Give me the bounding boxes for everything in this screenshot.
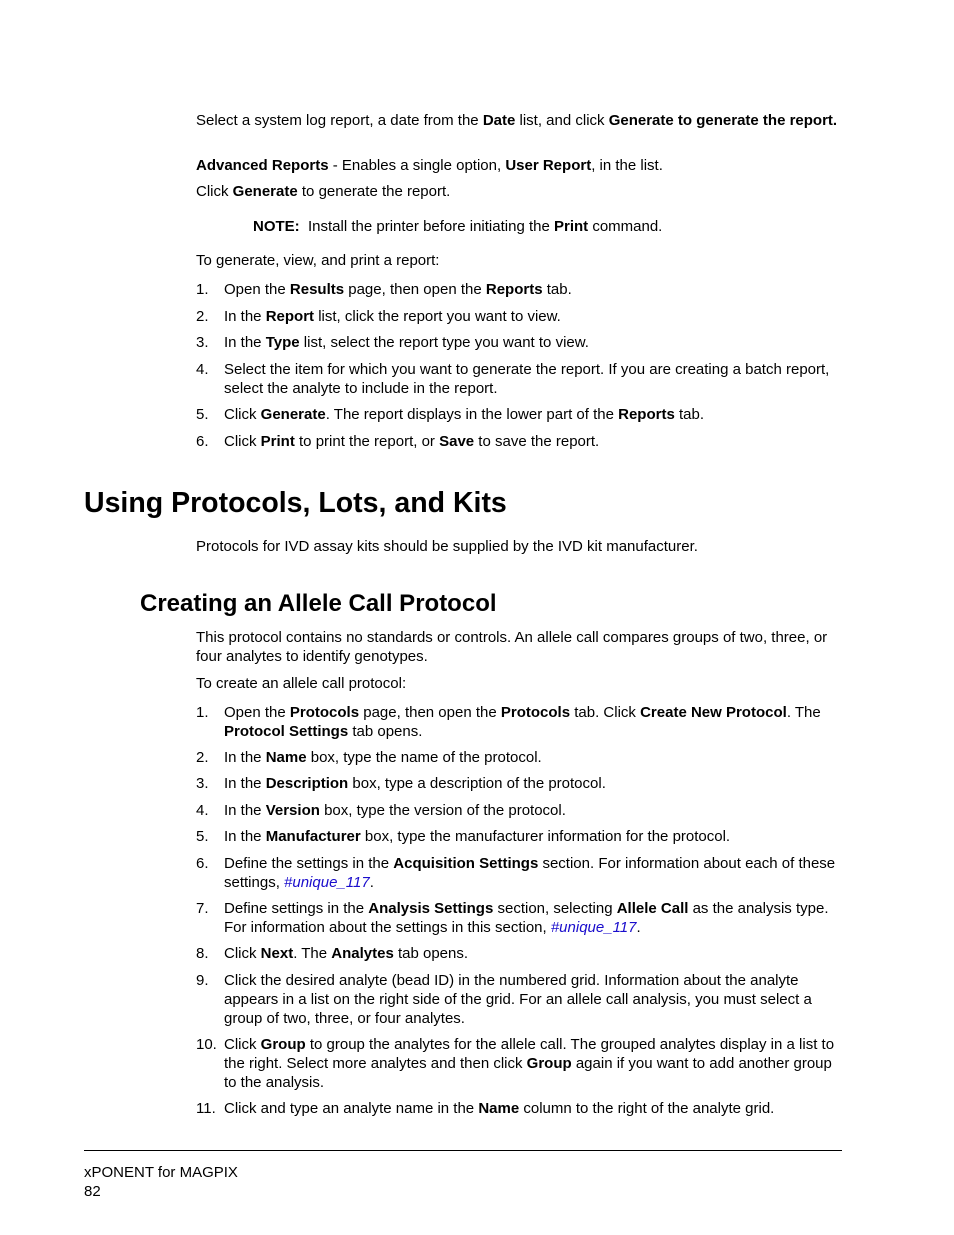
bold-term: Manufacturer <box>265 828 361 845</box>
section-paragraph: Protocols for IVD assay kits should be supplied by the IVD kit manufacturer. <box>196 538 698 555</box>
list-item-number: 11. <box>196 1100 216 1117</box>
list-item-number: 1. <box>196 281 209 298</box>
list-item-number: 6. <box>196 433 209 450</box>
list-item-number: 8. <box>196 945 209 962</box>
list-item-text: Click Generate. The report displays in the lower part of the Reports tab. <box>224 406 704 423</box>
list-item-text: In the Report list, click the report you want to view. <box>224 308 561 325</box>
list-item-text: Define settings in the Analysis Settings section, selecting Allele Call as the analysis type. For information about the settings in this section, #unique_117. <box>224 900 829 936</box>
subsection-paragraph-2: To create an allele call protocol: <box>196 675 407 692</box>
bold-term: Protocols <box>500 704 571 721</box>
bold-term: Reports <box>485 281 543 298</box>
list-item-number: 6. <box>196 855 209 872</box>
bold-term: Description <box>265 775 349 792</box>
section-heading: Using Protocols, Lots, and Kits <box>84 487 507 519</box>
bold-term: Protocol Settings <box>224 723 349 740</box>
list-item-number: 3. <box>196 334 209 351</box>
list-item-text: Select the item for which you want to generate the report. If you are creating a batch report, select the analyte to include in the report. <box>224 361 830 397</box>
list-item-number: 4. <box>196 802 209 819</box>
paragraph-click-generate: Click Generate to generate the report. <box>196 183 451 200</box>
list-item-number: 9. <box>196 972 209 989</box>
list-item-text: Click Next. The Analytes tab opens. <box>224 945 469 962</box>
footer-page-number: 82 <box>84 1183 101 1200</box>
list-item-number: 4. <box>196 361 209 378</box>
bold-term: Analytes <box>331 945 394 962</box>
paragraph-generate-intro: To generate, view, and print a report: <box>196 252 440 269</box>
list-item-text: Click Group to group the analytes for the allele call. The grouped analytes display in a list to the right. Select more analytes and then click Group again if you want to add another group to the analysis. <box>224 1036 835 1091</box>
bold-term: Create New Protocol <box>640 704 787 721</box>
bold-term: Acquisition Settings <box>393 855 539 872</box>
list-item-text: In the Description box, type a description of the protocol. <box>224 775 606 792</box>
bold-term: Version <box>265 802 320 819</box>
list-item-text: Define the settings in the Acquisition Settings section. For information about each of these settings, #unique_117. <box>224 855 836 891</box>
list-item-text: Click and type an analyte name in the Name column to the right of the analyte grid. <box>224 1100 775 1117</box>
bold-term: Save <box>439 433 475 450</box>
bold-term: Protocols <box>289 704 360 721</box>
paragraph-system-log: Select a system log report, a date from the Date list, and click Generate to generate the report. <box>196 112 838 129</box>
subsection-paragraph: This protocol contains no standards or controls. An allele call compares groups of two, three, or four analytes to identify genotypes. <box>196 629 828 665</box>
bold-term: Results <box>289 281 345 298</box>
list-item-number: 5. <box>196 828 209 845</box>
list-item-text: Click the desired analyte (bead ID) in the numbered grid. Information about the analyte appears in a list on the right side of the grid. For an allele call analysis, you must select a group of two, three, or four analytes. <box>224 972 812 1027</box>
bold-term: Generate <box>260 406 326 423</box>
list-item-text: In the Manufacturer box, type the manufacturer information for the protocol. <box>224 828 731 845</box>
bold-term: Analysis Settings <box>368 900 494 917</box>
bold-term: Name <box>478 1100 520 1117</box>
bold-term: Next <box>260 945 294 962</box>
bold-term: Report <box>265 308 315 325</box>
list-item-text: In the Name box, type the name of the protocol. <box>224 749 542 766</box>
cross-reference-link[interactable]: #unique_117 <box>284 874 370 891</box>
list-item-number: 7. <box>196 900 209 917</box>
paragraph-advanced-reports: Advanced Reports - Enables a single option, User Report, in the list. <box>196 157 663 174</box>
cross-reference-link[interactable]: #unique_117 <box>550 919 637 936</box>
list-item-number: 2. <box>196 308 209 325</box>
list-item-number: 3. <box>196 775 209 792</box>
list-item-number: 1. <box>196 704 209 721</box>
list-item-text: In the Type list, select the report type you want to view. <box>224 334 589 351</box>
bold-term: Name <box>265 749 307 766</box>
bold-term: Group <box>260 1036 306 1053</box>
subsection-heading: Creating an Allele Call Protocol <box>140 590 497 617</box>
bold-term: Group <box>526 1055 572 1072</box>
bold-term: Allele Call <box>616 900 689 917</box>
note-printer: NOTE: Install the printer before initiating the Print command. <box>253 218 663 235</box>
footer-rule <box>84 1150 842 1151</box>
bold-term: Print <box>260 433 295 450</box>
bold-term: Type <box>265 334 300 351</box>
list-item-number: 2. <box>196 749 209 766</box>
footer-product: xPONENT for MAGPIX <box>84 1164 238 1181</box>
list-item-text: Open the Results page, then open the Reports tab. <box>224 281 572 298</box>
list-item-text: In the Version box, type the version of the protocol. <box>224 802 566 819</box>
list-item-number: 10. <box>196 1036 217 1053</box>
list-item-number: 5. <box>196 406 209 423</box>
list-item-text: Click Print to print the report, or Save to save the report. <box>224 433 600 450</box>
list-item-text: Open the Protocols page, then open the Protocols tab. Click Create New Protocol. The Protocol Settings tab opens. <box>224 704 821 740</box>
bold-term: Reports <box>618 406 675 423</box>
